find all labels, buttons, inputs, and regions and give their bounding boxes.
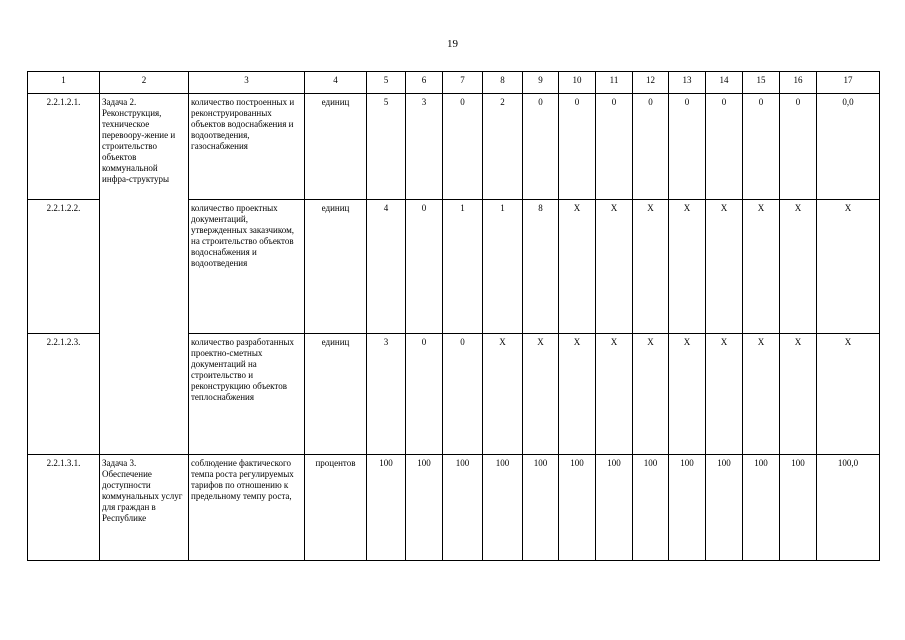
value-cell: 0 <box>706 94 743 200</box>
value-cell: 0 <box>669 94 706 200</box>
indicator-cell: количество проектных документаций, утвержденных заказчиком, на строительство объектов водоснабжения и водоотведения <box>189 200 305 334</box>
value-cell: 100 <box>559 455 596 561</box>
value-cell: X <box>780 334 817 455</box>
value-cell: 0 <box>743 94 780 200</box>
task-cell: Задача 3. Обеспечение доступности коммунальных услуг для граждан в Республике <box>100 455 189 561</box>
page-number: 19 <box>447 38 458 50</box>
header-cell: 3 <box>189 72 305 94</box>
value-cell: 3 <box>406 94 443 200</box>
value-cell: X <box>669 200 706 334</box>
indicators-table <box>27 71 880 561</box>
header-cell: 6 <box>406 72 443 94</box>
value-cell: 0 <box>406 334 443 455</box>
value-cell: X <box>559 200 596 334</box>
unit-cell: единиц <box>305 200 367 334</box>
value-cell: X <box>559 334 596 455</box>
value-cell: 0 <box>443 94 483 200</box>
value-cell: 100 <box>483 455 523 561</box>
header-cell: 11 <box>596 72 633 94</box>
task-cell: Задача 2. Реконструкция, техническое перевоору-жение и строительство объектов коммунальной инфра-структуры <box>100 94 189 455</box>
header-cell: 8 <box>483 72 523 94</box>
value-cell: 100 <box>743 455 780 561</box>
unit-cell: единиц <box>305 94 367 200</box>
value-cell: 0 <box>523 94 559 200</box>
row-code: 2.2.1.3.1. <box>28 455 100 561</box>
value-cell: X <box>669 334 706 455</box>
header-cell: 2 <box>100 72 189 94</box>
value-cell: 0 <box>406 200 443 334</box>
header-cell: 17 <box>817 72 880 94</box>
value-cell: X <box>780 200 817 334</box>
indicator-cell: количество разработанных проектно-сметных документаций на строительство и реконструкцию объектов теплоснабжения <box>189 334 305 455</box>
header-row <box>28 72 880 94</box>
header-cell: 7 <box>443 72 483 94</box>
value-cell: X <box>817 334 880 455</box>
value-cell: X <box>633 200 669 334</box>
value-cell: X <box>743 200 780 334</box>
unit-cell: единиц <box>305 334 367 455</box>
value-cell: 100 <box>669 455 706 561</box>
value-cell: 4 <box>367 200 406 334</box>
unit-cell: процентов <box>305 455 367 561</box>
indicator-cell: количество построенных и реконструированных объектов водоснабжения и водоотведения, газоснабжения <box>189 94 305 200</box>
value-cell: X <box>706 200 743 334</box>
value-cell: X <box>523 334 559 455</box>
value-cell: 0 <box>780 94 817 200</box>
value-cell: 1 <box>483 200 523 334</box>
value-cell: 0 <box>559 94 596 200</box>
value-cell: 8 <box>523 200 559 334</box>
row-code: 2.2.1.2.1. <box>28 94 100 200</box>
value-cell: 2 <box>483 94 523 200</box>
value-cell: 0,0 <box>817 94 880 200</box>
value-cell: 100 <box>406 455 443 561</box>
header-cell: 5 <box>367 72 406 94</box>
value-cell: 5 <box>367 94 406 200</box>
value-cell: 100 <box>706 455 743 561</box>
value-cell: 100 <box>780 455 817 561</box>
value-cell: 100 <box>523 455 559 561</box>
value-cell: 100 <box>633 455 669 561</box>
header-cell: 9 <box>523 72 559 94</box>
row-code: 2.2.1.2.2. <box>28 200 100 334</box>
value-cell: 100 <box>596 455 633 561</box>
value-cell: X <box>743 334 780 455</box>
table-row <box>28 455 880 561</box>
value-cell: 100,0 <box>817 455 880 561</box>
header-cell: 16 <box>780 72 817 94</box>
value-cell: 100 <box>443 455 483 561</box>
value-cell: 100 <box>367 455 406 561</box>
header-cell: 10 <box>559 72 596 94</box>
value-cell: X <box>483 334 523 455</box>
value-cell: X <box>596 200 633 334</box>
header-cell: 12 <box>633 72 669 94</box>
value-cell: 3 <box>367 334 406 455</box>
value-cell: X <box>706 334 743 455</box>
header-cell: 4 <box>305 72 367 94</box>
header-cell: 14 <box>706 72 743 94</box>
header-cell: 13 <box>669 72 706 94</box>
indicator-cell: соблюдение фактического темпа роста регулируемых тарифов по отношению к предельному темпу роста, <box>189 455 305 561</box>
value-cell: X <box>596 334 633 455</box>
row-code: 2.2.1.2.3. <box>28 334 100 455</box>
header-cell: 15 <box>743 72 780 94</box>
value-cell: X <box>817 200 880 334</box>
value-cell: 0 <box>633 94 669 200</box>
value-cell: 0 <box>443 334 483 455</box>
value-cell: 0 <box>596 94 633 200</box>
header-cell: 1 <box>28 72 100 94</box>
value-cell: 1 <box>443 200 483 334</box>
value-cell: X <box>633 334 669 455</box>
table-row <box>28 94 880 200</box>
